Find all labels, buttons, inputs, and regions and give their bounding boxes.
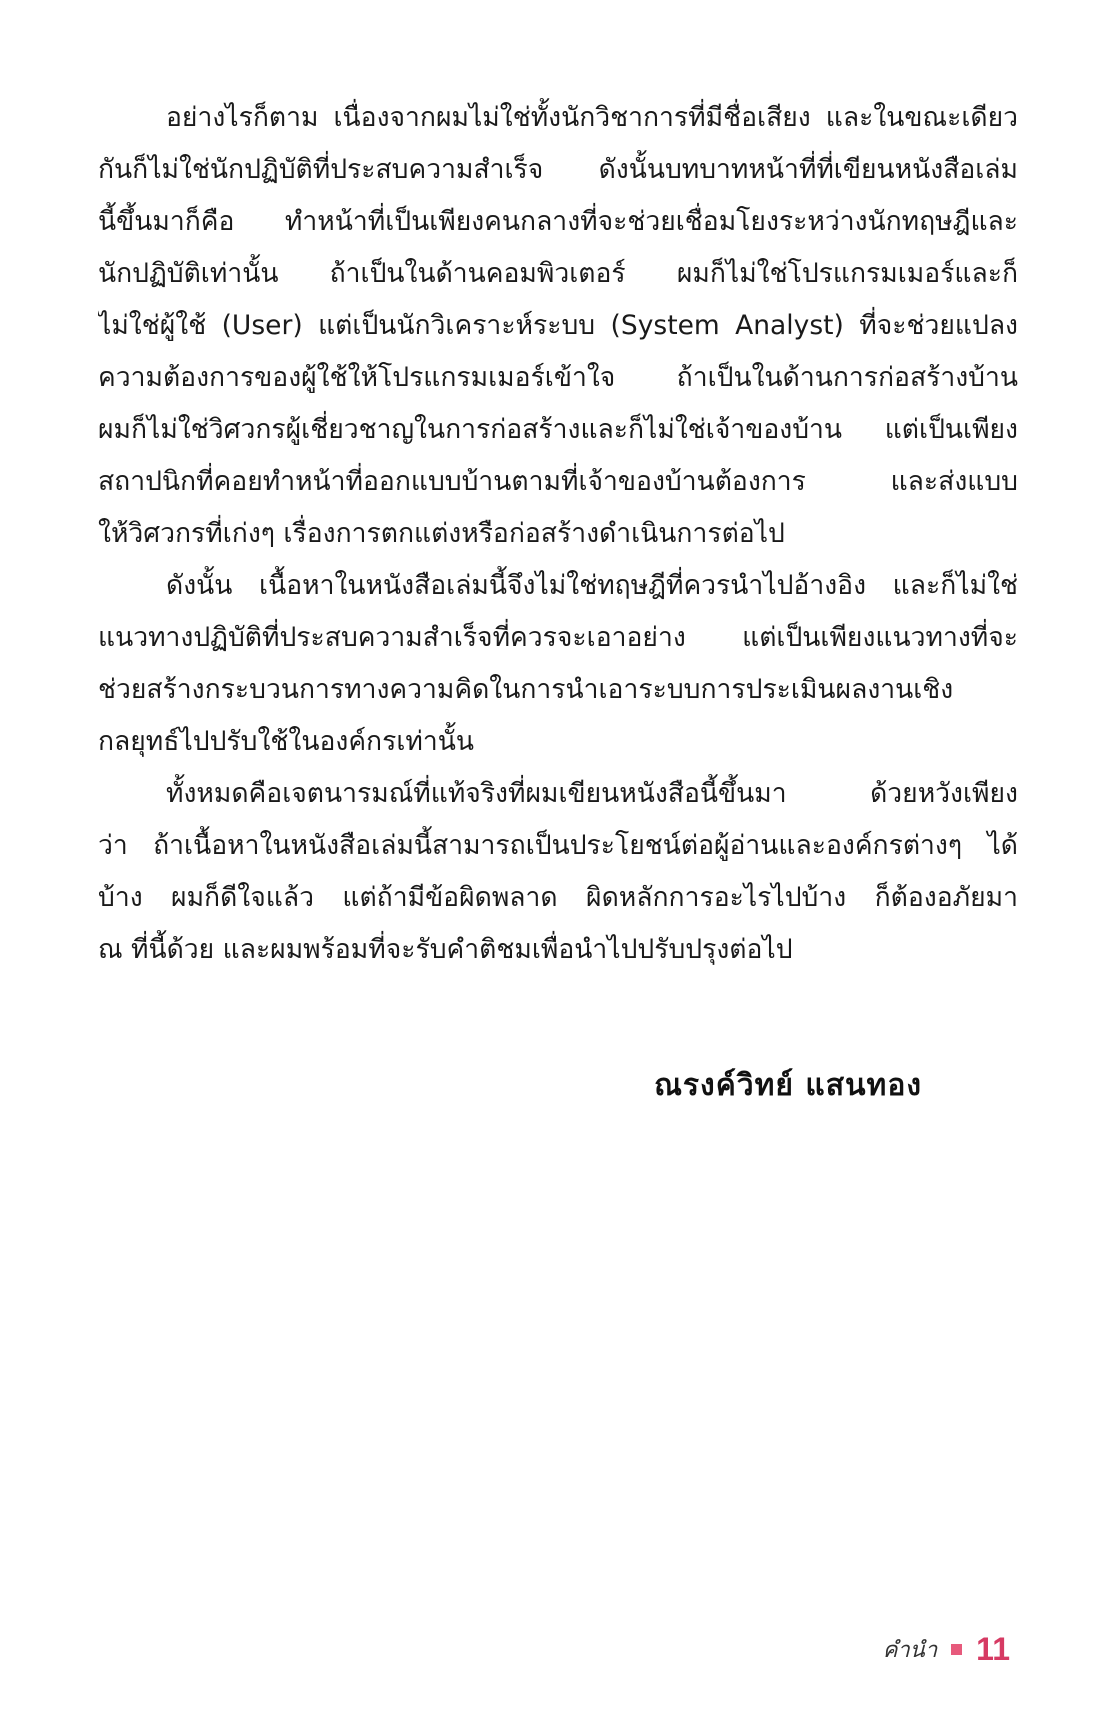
paragraph-3-line-3: บ้าง ผมก็ดีใจแล้ว แต่ถ้ามีข้อผิดพลาด ผิดหลักการอะไรไปบ้าง ก็ต้องอภัยมา [98,882,1018,913]
author-signature: ณรงค์วิทย์ แสนทอง [654,1068,922,1103]
paragraph-1-line-4: นักปฏิบัติเท่านั้น ถ้าเป็นในด้านคอมพิวเตอร์ ผมก็ไม่ใช่โปรแกรมเมอร์และก็ [98,258,1018,289]
paragraph-1-line-3: นี้ขึ้นมาก็คือ ทำหน้าที่เป็นเพียงคนกลางที่จะช่วยเชื่อมโยงระหว่างนักทฤษฎีและ [98,206,1018,237]
paragraph-1-line-7: ผมก็ไม่ใช่วิศวกรผู้เชี่ยวชาญในการก่อสร้างและก็ไม่ใช่เจ้าของบ้าน แต่เป็นเพียง [98,414,1018,445]
paragraph-1-line-1: อย่างไรก็ตาม เนื่องจากผมไม่ใช่ทั้งนักวิชาการที่มีชื่อเสียง และในขณะเดียว [166,102,1018,133]
paragraph-3-line-1: ทั้งหมดคือเจตนารมณ์ที่แท้จริงที่ผมเขียนหนังสือนี้ขึ้นมา ด้วยหวังเพียง [166,778,1018,809]
paragraph-2-line-1: ดังนั้น เนื้อหาในหนังสือเล่มนี้จึงไม่ใช่ทฤษฎีที่ควรนำไปอ้างอิง และก็ไม่ใช่ [166,570,1018,601]
paragraph-3-line-4: ณ ที่นี้ด้วย และผมพร้อมที่จะรับคำติชมเพื่อนำไปปรับปรุงต่อไป [98,934,793,965]
paragraph-1-line-5: ไม่ใช่ผู้ใช้ (User) แต่เป็นนักวิเคราะห์ระบบ (System Analyst) ที่จะช่วยแปลง [98,310,1018,341]
footer-section-title: คำนำ [882,1637,938,1663]
paragraph-2-line-4: กลยุทธ์ไปปรับใช้ในองค์กรเท่านั้น [98,726,474,757]
paragraph-1-line-8: สถาปนิกที่คอยทำหน้าที่ออกแบบบ้านตามที่เจ้าของบ้านต้องการ และส่งแบบ [98,466,1018,497]
page-footer [883,1627,1010,1671]
paragraph-1-line-9: ให้วิศวกรที่เก่งๆ เรื่องการตกแต่งหรือก่อสร้างดำเนินการต่อไป [98,518,785,549]
paragraph-2-line-2: แนวทางปฏิบัติที่ประสบความสำเร็จที่ควรจะเอาอย่าง แต่เป็นเพียงแนวทางที่จะ [98,622,1018,653]
paragraph-2-line-3: ช่วยสร้างกระบวนการทางความคิดในการนำเอาระบบการประเมินผลงานเชิง [98,674,954,705]
paragraph-1-line-6: ความต้องการของผู้ใช้ให้โปรแกรมเมอร์เข้าใจ ถ้าเป็นในด้านการก่อสร้างบ้าน [98,362,1018,393]
paragraph-3-line-2: ว่า ถ้าเนื้อหาในหนังสือเล่มนี้สามารถเป็นประโยชน์ต่อผู้อ่านและองค์กรต่างๆ ได้ [98,830,1018,861]
paragraph-1-line-2: กันก็ไม่ใช่นักปฏิบัติที่ประสบความสำเร็จ ดังนั้นบทบาทหน้าที่ที่เขียนหนังสือเล่ม [98,154,1018,185]
body-text [98,92,1018,976]
page-number: 11 [976,1630,1010,1667]
square-bullet-icon [951,1644,962,1655]
